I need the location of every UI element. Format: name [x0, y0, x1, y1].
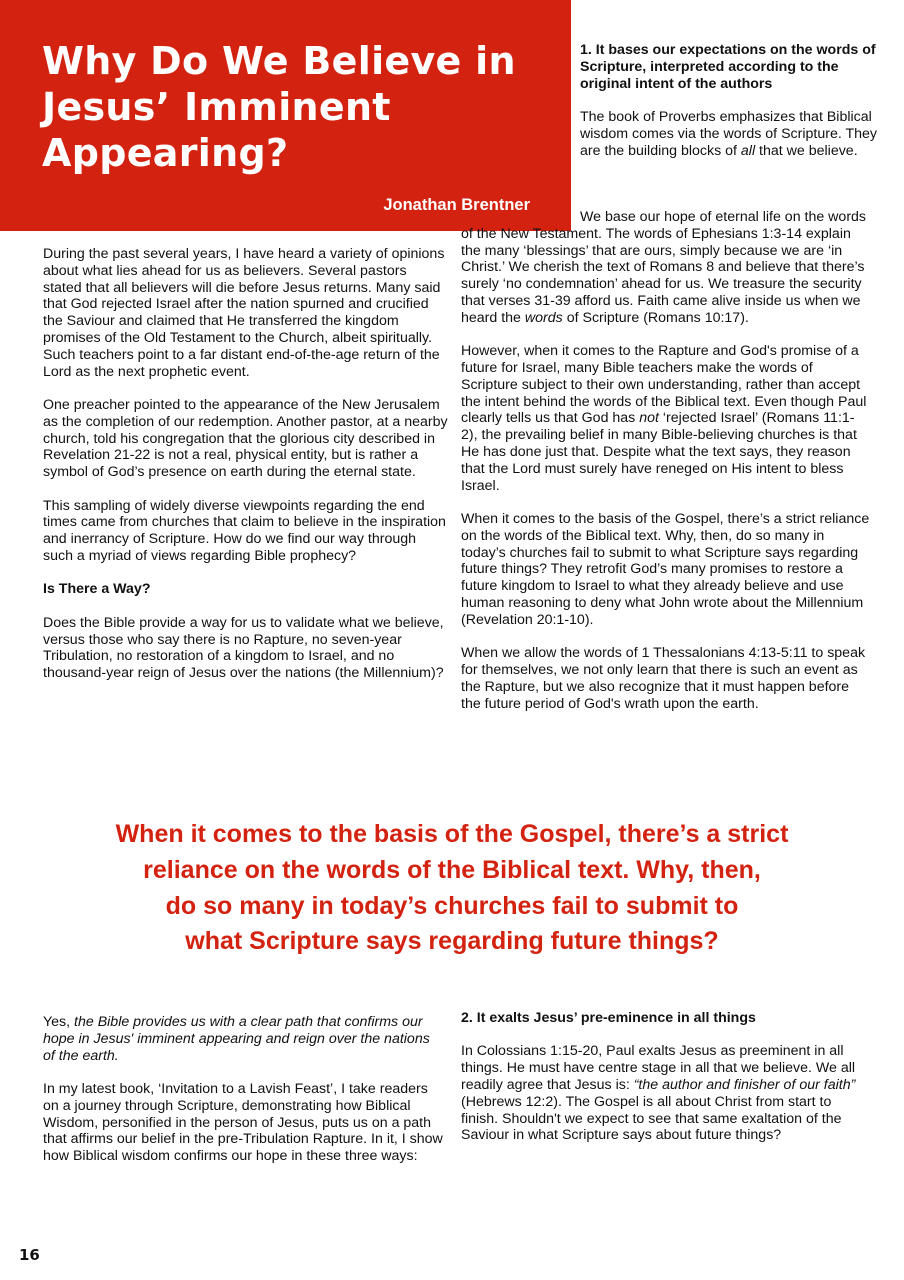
body-paragraph: However, when it comes to the Rapture and God's promise of a future for Israel, many Bible teachers make the words of Scripture subject to their own understanding, rather than accept the intent behind the words of the Biblical text. Even though Paul clearly tells us that God has not ‘rejected Israel’ (Romans 11:1-2), the prevailing belief in many Bible-believing churches is that He has done just that. Despite what the text says, they reason that the Lord must surely have reneged on His intent to bless Israel.	[461, 343, 867, 494]
pull-quote-line: do so many in today’s churches fail to submit to	[165, 891, 739, 920]
body-paragraph: This sampling of widely diverse viewpoints regarding the end times came from churches that claim to believe in the inspiration and inerrancy of Scripture. How do we find our way through such a myriad of views regarding Bible prophecy?	[43, 497, 446, 564]
pull-quote-line: reliance on the words of the Biblical text. Why, then,	[143, 855, 761, 884]
right-column-bottom	[461, 1010, 861, 1161]
pull-quote-line: what Scripture says regarding future things?	[185, 927, 719, 956]
body-paragraph: Yes, the Bible provides us with a clear path that confirms our hope in Jesus' imminent appearing and reign over the nations of the earth.	[43, 1014, 430, 1064]
section-heading-2: 2. It exalts Jesus’ pre-eminence in all things	[461, 1010, 756, 1026]
body-paragraph: In Colossians 1:15-20, Paul exalts Jesus as preeminent in all things. He must have centre stage in all that we believe. We all readily agree that Jesus is: “the author and finisher of our faith” (Hebrews 12:2). The Gospel is all about Christ from start to finish. Shouldn't we expect to see that same exaltation of the Saviour in what Scripture says about future things?	[461, 1043, 856, 1144]
article-title: Why Do We Believe in Jesus’ Imminent Appearing?	[42, 39, 516, 175]
right-column-top-a	[580, 42, 880, 176]
title-banner	[0, 0, 571, 231]
section-heading-1: 1. It bases our expectations on the words of Scripture, interpreted according to the original intent of the authors	[580, 42, 876, 92]
right-column-continued	[461, 209, 871, 729]
page-number: 16	[19, 1246, 40, 1264]
body-paragraph: Does the Bible provide a way for us to validate what we believe, versus those who say there is no Rapture, no seven-year Tribulation, no restoration of a kingdom to Israel, and no thousand-year reign of Jesus over the nations (the Millennium)?	[43, 614, 444, 682]
body-paragraph: One preacher pointed to the appearance of the New Jerusalem as the completion of our redemption. Another pastor, at a nearby church, told his congregation that the glorious city described in Revelation 21-22 is not a real, physical entity, but is rather a symbol of God’s presence on earth during the eternal state.	[43, 396, 448, 481]
body-paragraph: The book of Proverbs emphasizes that Biblical wisdom comes via the words of Scripture. They are the building blocks of all that we believe.	[580, 108, 878, 159]
left-column-top	[43, 246, 448, 699]
subheading: Is There a Way?	[43, 581, 151, 598]
body-paragraph: When it comes to the basis of the Gospel, there’s a strict reliance on the words of the Biblical text. Why, then, do so many in today’s churches fail to submit to what Scripture says regarding future things? They retrofit God’s many promises to restore a future kingdom to Israel to what they already believe and use human reasoning to deny what John wrote about the Millennium (Revelation 20:1-10).	[461, 510, 870, 628]
body-paragraph: We base our hope of eternal life on the words of the New Testament. The words of Ephesians 1:3-14 explain the many ‘blessings’ that are ours, simply because we are ‘in Christ.’ We cherish the text of Romans 8 and believe that there’s surely ‘no condemnation’ ahead for us. We treasure the security that verses 31-39 afford us. Faith came alive inside us when we heard the words of Scripture (Romans 10:17).	[461, 209, 867, 326]
pull-quote-line: When it comes to the basis of the Gospel, there’s a strict	[115, 820, 789, 848]
body-paragraph: During the past several years, I have heard a variety of opinions about what lies ahead for us as believers. Several pastors stated that all believers will die before Jesus returns. Many said that God rejected Israel after the nation spurned and crucified the Saviour and claimed that He transferred the kingdom promises of the Old Testament to the Church, albeit spiritually. Such teachers point to a far distant end-of-the-age return of the Lord as the next prophetic event.	[43, 246, 445, 380]
left-column-bottom	[43, 1014, 443, 1182]
author-byline: Jonathan Brentner	[383, 196, 530, 214]
body-paragraph: In my latest book, ‘Invitation to a Lavish Feast’, I take readers on a journey through Scripture, demonstrating how Biblical Wisdom, personified in the person of Jesus, puts us on a path that affirms our belief in the pre-Tribulation Rapture. In it, I show how Biblical wisdom confirms our hope in these three ways:	[43, 1080, 443, 1165]
pull-quote	[40, 817, 864, 960]
body-paragraph: When we allow the words of 1 Thessalonians 4:13-5:11 to speak for themselves, we not only learn that there is such an event as the Rapture, but we also recognize that it must happen before the future period of God's wrath upon the earth.	[461, 645, 866, 712]
